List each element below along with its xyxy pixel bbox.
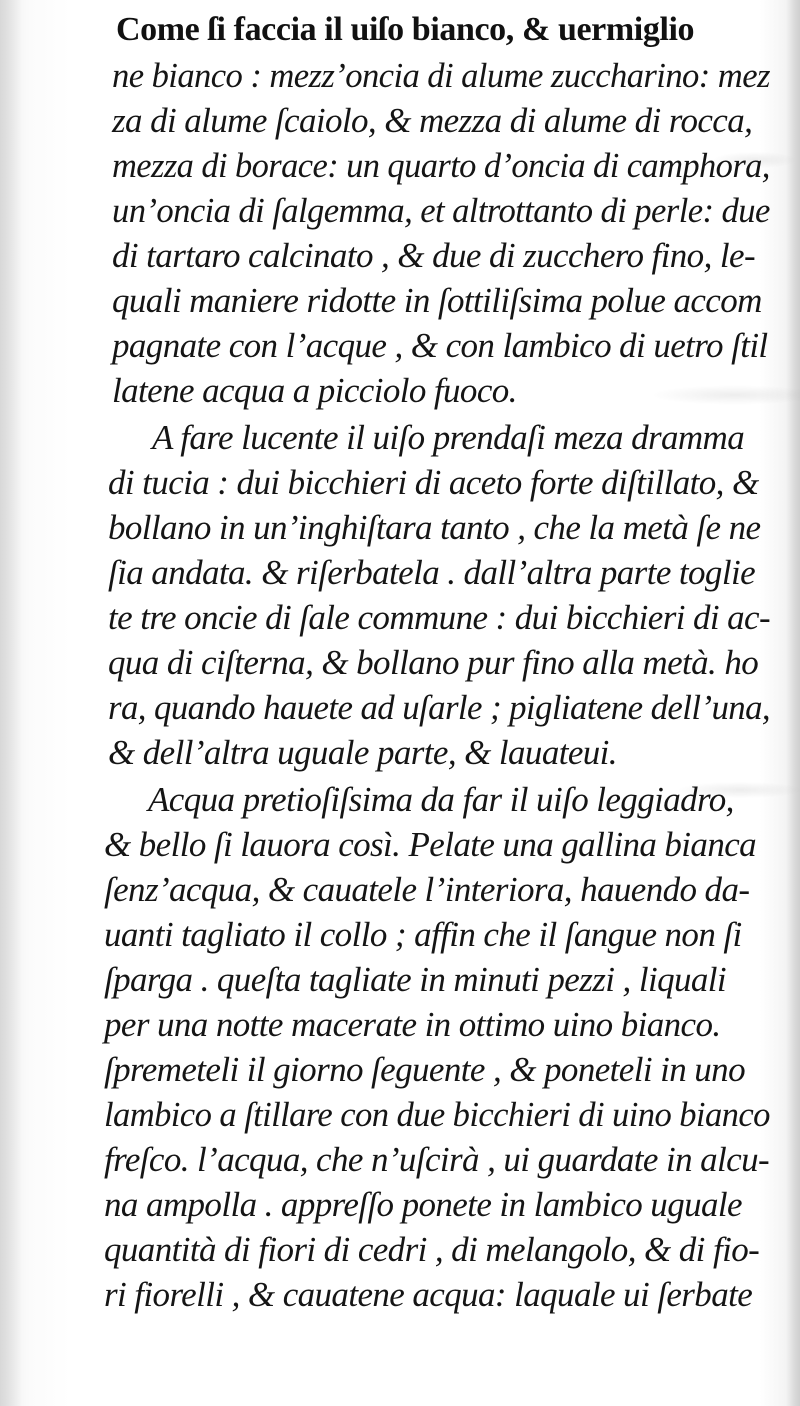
text-line: ſparga . queſta tagliate in minuti pezzi , liquali — [104, 960, 727, 999]
text-line: quantità di fiori di cedri , di melangolo, & di fio- — [104, 1230, 760, 1269]
text-line: per una notte macerate in ottimo uino bianco. — [104, 1005, 721, 1044]
text-line: quali maniere ridotte in ſottiliſsima polue accom — [112, 281, 762, 320]
text-line: bollano in un’inghiſtara tanto , che la metà ſe ne — [108, 508, 761, 547]
text-line: ne bianco : mezz’oncia di alume zuccharino: mez — [112, 56, 770, 95]
text-line: pagnate con l’acque , & con lambico di uetro ſtil — [112, 326, 768, 365]
text-line: te tre oncie di ſale commune : dui bicchieri di ac- — [108, 598, 771, 637]
text-line: di tartaro calcinato , & due di zucchero fino, le- — [112, 236, 755, 275]
paragraph-first-line: A fare lucente il uiſo prendaſi meza dramma — [152, 418, 745, 457]
text-line: un’oncia di ſalgemma, et altrottanto di perle: due — [112, 191, 770, 230]
text-line: freſco. l’acqua, che n’uſcirà , ui guardate in alcu- — [104, 1140, 770, 1179]
text-line: na ampolla . appreſſo ponete in lambico uguale — [104, 1185, 742, 1224]
text-line: za di alume ſcaiolo, & mezza di alume di rocca, — [112, 101, 753, 140]
paragraph-first-line: Acqua pretioſiſsima da far il uiſo leggiadro, — [148, 780, 734, 819]
text-line: mezza di borace: un quarto d’oncia di camphora, — [112, 146, 770, 185]
text-line: ſia andata. & riſerbatela . dall’altra parte toglie — [108, 553, 756, 592]
heading-line: Come ſi faccia il uiſo bianco, & uermiglio — [116, 11, 695, 48]
text-line: & dell’altra uguale parte, & lauateui. — [108, 733, 617, 772]
text-line: & bello ſi lauora così. Pelate una gallina bianca — [104, 825, 757, 864]
text-line: ſpremeteli il giorno ſeguente , & poneteli in uno — [104, 1050, 745, 1089]
text-line: ri fiorelli , & cauatene acqua: laquale ui ſerbate — [104, 1275, 753, 1314]
text-line: ra, quando hauete ad uſarle ; pigliatene dell’una, — [108, 688, 771, 727]
text-line: ſenz’acqua, & cauatele l’interiora, hauendo da- — [104, 870, 750, 909]
text-line: uanti tagliato il collo ; affin che il ſangue non ſi — [104, 915, 742, 954]
text-line: qua di ciſterna, & bollano pur fino alla metà. ho — [108, 643, 759, 682]
text-line: di tucia : dui bicchieri di aceto forte diſtillato, & — [108, 463, 759, 502]
text-line: lambico a ſtillare con due bicchieri di uino bianco — [104, 1095, 770, 1134]
text-line: latene acqua a picciolo fuoco. — [112, 371, 517, 410]
